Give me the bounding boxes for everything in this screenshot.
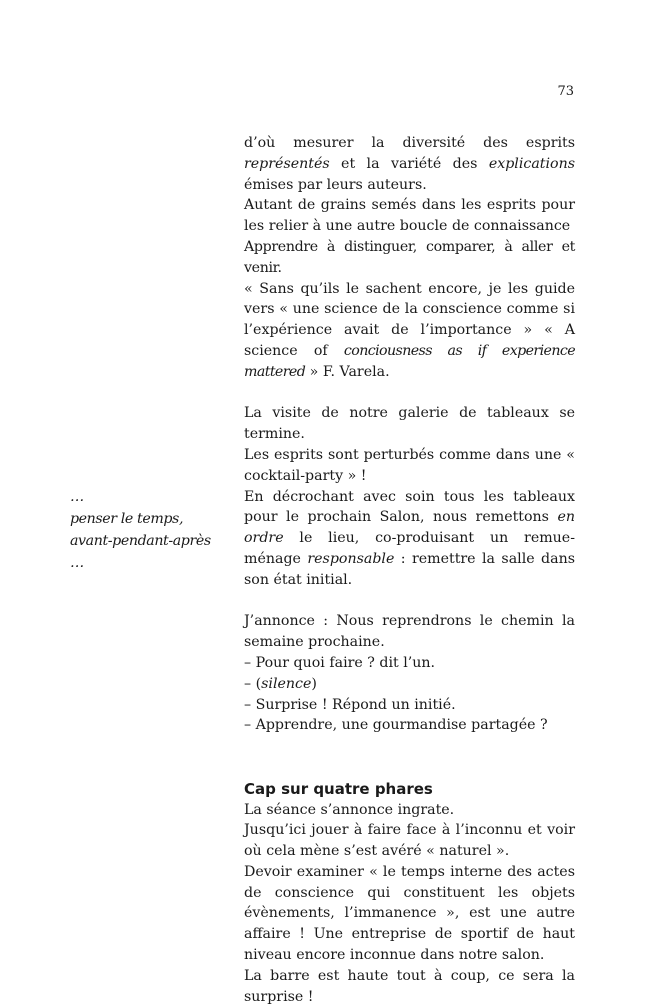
- emphasis: silence: [261, 675, 312, 692]
- page-number: 73: [557, 84, 574, 99]
- text-run: d’où mesurer la diversité des esprits: [244, 135, 575, 151]
- paragraph-spacer: [244, 383, 575, 404]
- paragraph: [244, 487, 575, 591]
- dialogue-line: – Pour quoi faire ? dit l’un.: [244, 654, 436, 671]
- paragraph: Devoir examiner « le temps interne des actes de conscience qui constituent les objets évènements, l’immanence », est une autre affaire ! Une entreprise de sportif de haut niveau encore inconnue dans notre salon.: [244, 863, 575, 964]
- dialogue-block: [244, 611, 575, 736]
- margin-note-line: …: [70, 489, 84, 505]
- emphasis: explications: [488, 155, 575, 172]
- margin-note-line: penser le temps,: [70, 511, 184, 527]
- emphasis: en ordre: [244, 509, 575, 547]
- paragraph: Les esprits sont perturbés comme dans une « cocktail-party » !: [244, 446, 575, 484]
- text-run: émises par leurs auteurs.: [244, 176, 427, 193]
- text-run: – (: [244, 675, 262, 692]
- dialogue-line: – Apprendre, une gourmandise partagée ?: [244, 717, 548, 734]
- text-run: ): [311, 675, 317, 692]
- paragraph: La visite de notre galerie de tableaux se termine.: [244, 405, 575, 443]
- paragraph: Apprendre à distinguer, comparer, à aller et venir.: [244, 238, 575, 276]
- dialogue-line: – Surprise ! Répond un initié.: [244, 696, 456, 713]
- paragraph: [244, 133, 575, 195]
- text-run: En décrochant avec soin tous les tableaux pour le prochain Salon, nous remettons: [244, 488, 575, 526]
- paragraph: La séance s’annonce ingrate.: [244, 801, 455, 818]
- main-text-column: [244, 133, 575, 1007]
- emphasis: responsable: [307, 550, 395, 567]
- paragraph: [244, 279, 575, 383]
- section-heading: Cap sur quatre phares: [244, 779, 433, 798]
- paragraph: Jusqu’ici jouer à faire face à l’inconnu et voir où cela mène s’est avéré « naturel ».: [244, 822, 575, 860]
- paragraph-spacer: [244, 591, 575, 612]
- paragraph: J’annonce : Nous reprendrons le chemin la semaine prochaine.: [244, 613, 575, 651]
- margin-note-line: avant-pendant-après: [70, 533, 211, 549]
- text-run: : remettre la salle dans son état initial.: [244, 550, 576, 588]
- paragraph: Autant de grains semés dans les esprits pour les relier à une autre boucle de connaissance: [244, 197, 575, 235]
- margin-note-line: …: [70, 555, 84, 571]
- emphasis: conciousness as if experience mattered: [244, 342, 575, 380]
- text-run: « Sans qu’ils le sachent encore, je les guide vers « une science de la conscience comme si l’expérience avait de l’importance » « A science of: [244, 280, 575, 359]
- text-run: et la variété des: [329, 155, 489, 172]
- margin-note: [70, 486, 230, 574]
- paragraph: La barre est haute tout à coup, ce sera la surprise !: [244, 967, 575, 1005]
- text-run: le lieu, co-produisant un remue-ménage: [244, 530, 575, 567]
- paragraph-spacer: [244, 757, 575, 778]
- dialogue-line: [244, 674, 575, 695]
- emphasis: représentés: [244, 155, 330, 172]
- text-run: » F. Varela.: [305, 363, 390, 380]
- paragraph-spacer: [244, 736, 575, 757]
